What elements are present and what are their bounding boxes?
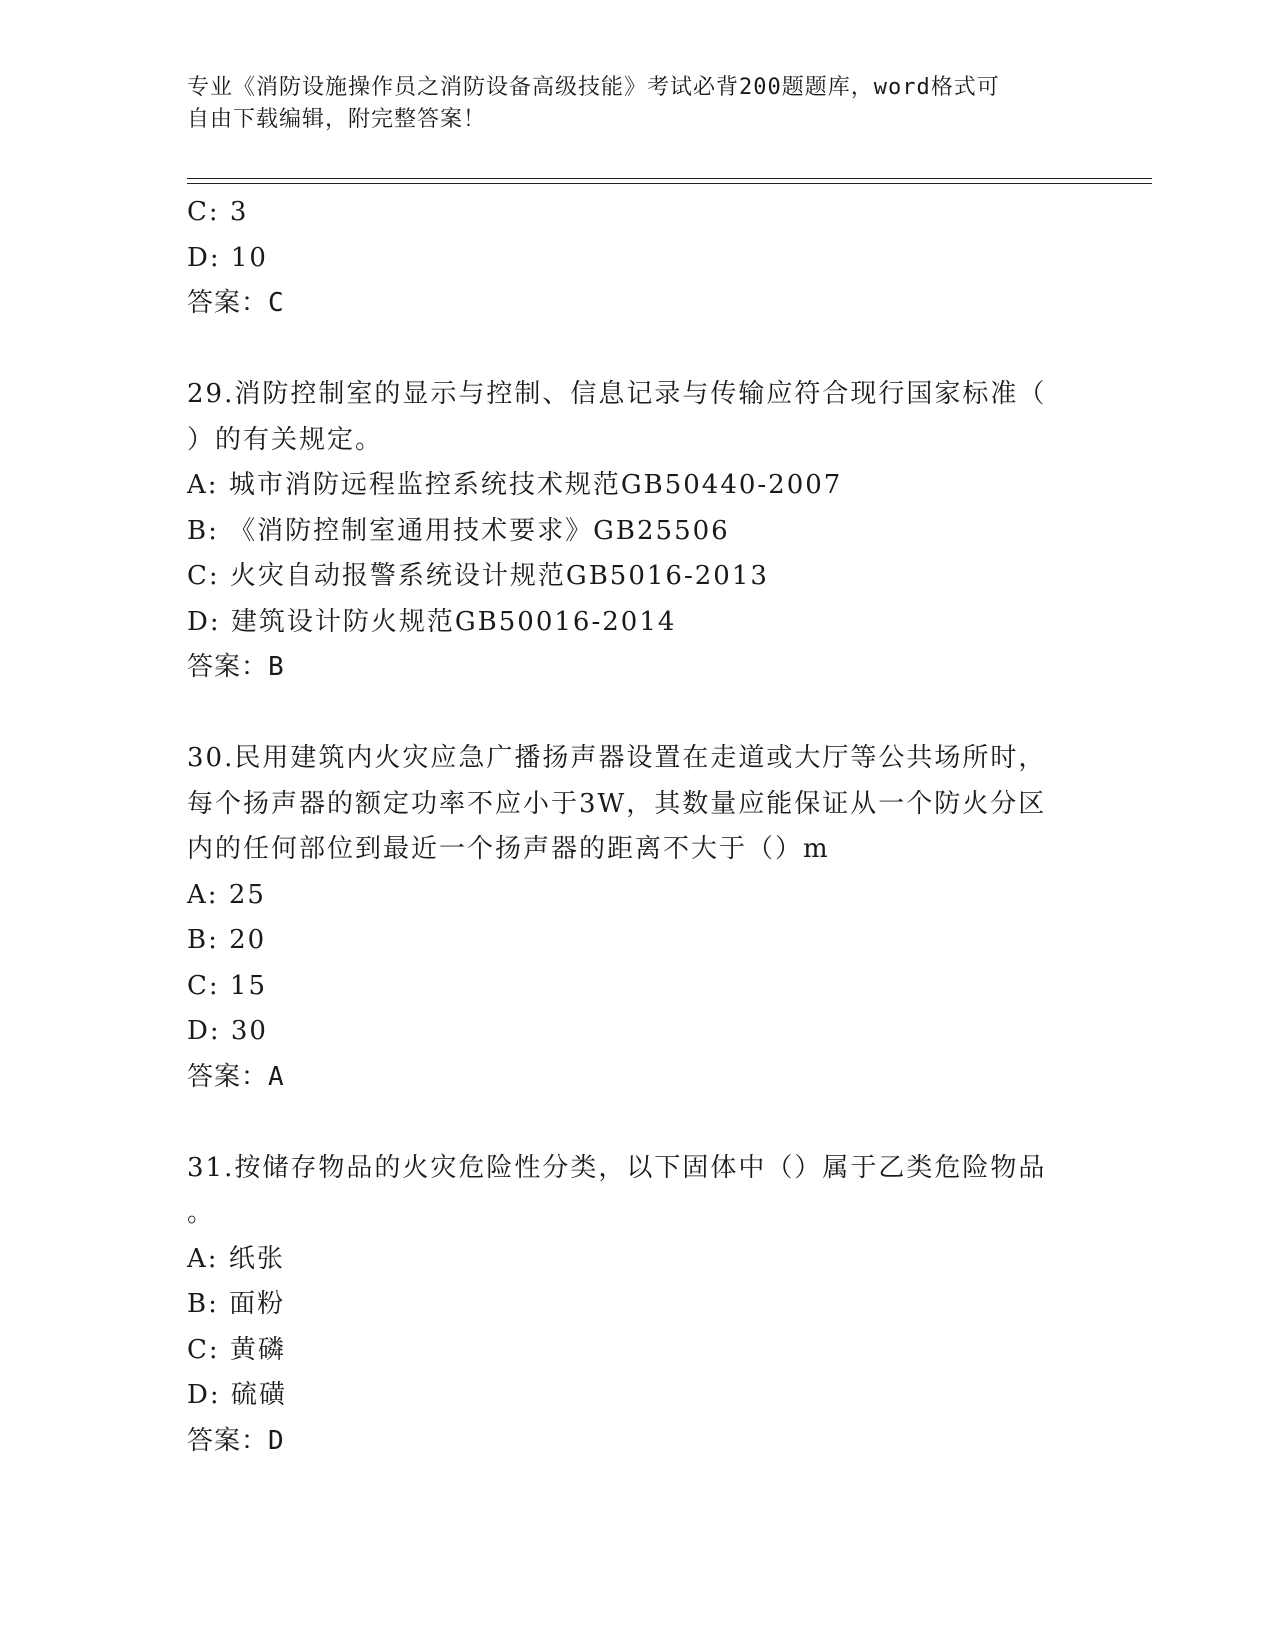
option-c bbox=[187, 1328, 1087, 1374]
question-text-line: 29.消防控制室的显示与控制、信息记录与传输应符合现行国家标准（ bbox=[187, 379, 1047, 409]
option-c bbox=[187, 190, 1087, 236]
option-label: B: bbox=[187, 1289, 219, 1319]
option-a bbox=[187, 463, 1087, 509]
option-text: 15 bbox=[229, 970, 268, 1001]
option-text: 3 bbox=[229, 197, 249, 227]
question-list bbox=[187, 190, 1087, 1464]
option-text: 《消防控制室通用技术要求》GB25506 bbox=[229, 515, 730, 546]
question-text-line: 30.民用建筑内火灾应急广播扬声器设置在走道或大厅等公共场所时， bbox=[187, 743, 1047, 773]
answer-value: D bbox=[268, 1425, 285, 1456]
option-text: 城市消防远程监控系统技术规范GB50440-2007 bbox=[228, 470, 843, 500]
option-b bbox=[187, 509, 1087, 555]
option-label: C: bbox=[187, 1334, 220, 1365]
option-a bbox=[187, 873, 1087, 919]
option-text: 10 bbox=[230, 242, 268, 273]
option-text: 30 bbox=[230, 1016, 268, 1046]
option-c bbox=[187, 964, 1087, 1010]
document-header bbox=[187, 72, 1067, 136]
option-label: C: bbox=[187, 197, 220, 227]
option-d bbox=[187, 1009, 1087, 1055]
answer-line bbox=[187, 645, 1087, 691]
option-label: D: bbox=[187, 606, 221, 637]
option-label: A: bbox=[187, 470, 219, 500]
answer-value: A bbox=[268, 1061, 285, 1092]
question-30 bbox=[187, 736, 1087, 1100]
option-d bbox=[187, 600, 1087, 646]
option-text: 20 bbox=[229, 925, 267, 955]
prev-question-tail bbox=[187, 190, 1087, 327]
option-text: 火灾自动报警系统设计规范GB5016-2013 bbox=[229, 561, 769, 591]
question-text-line: 。 bbox=[187, 1198, 216, 1228]
option-label: D: bbox=[187, 1016, 221, 1046]
question-text bbox=[187, 1146, 1087, 1237]
answer-label: 答案： bbox=[187, 652, 269, 682]
option-b bbox=[187, 918, 1087, 964]
answer-label: 答案： bbox=[187, 1061, 269, 1092]
option-text: 25 bbox=[228, 879, 266, 910]
header-divider-bottom bbox=[187, 183, 1152, 184]
option-text: 建筑设计防火规范GB50016-2014 bbox=[230, 606, 677, 637]
header-divider-top bbox=[187, 178, 1152, 179]
option-text: 硫磺 bbox=[230, 1380, 287, 1410]
question-29 bbox=[187, 372, 1087, 691]
option-label: B: bbox=[187, 515, 219, 546]
option-d bbox=[187, 236, 1087, 282]
option-text: 面粉 bbox=[229, 1289, 286, 1319]
answer-value: B bbox=[268, 652, 285, 682]
option-label: D: bbox=[187, 1380, 221, 1410]
option-text: 黄磷 bbox=[229, 1334, 286, 1365]
answer-line bbox=[187, 1419, 1087, 1465]
question-text bbox=[187, 372, 1087, 463]
option-label: C: bbox=[187, 970, 220, 1001]
answer-label: 答案： bbox=[187, 1425, 269, 1456]
header-title-line-1: 专业《消防设施操作员之消防设备高级技能》考试必背200题题库，word格式可 bbox=[187, 75, 1000, 100]
option-text: 纸张 bbox=[228, 1243, 285, 1274]
answer-value: C bbox=[268, 288, 285, 318]
option-d bbox=[187, 1373, 1087, 1419]
option-c bbox=[187, 554, 1087, 600]
option-label: C: bbox=[187, 561, 220, 591]
question-text-line: 每个扬声器的额定功率不应小于3W，其数量应能保证从一个防火分区 bbox=[187, 788, 1047, 819]
option-b bbox=[187, 1282, 1087, 1328]
question-text-line: 内的任何部位到最近一个扬声器的距离不大于（）m bbox=[187, 834, 830, 864]
question-31 bbox=[187, 1146, 1087, 1465]
option-label: A: bbox=[187, 1243, 219, 1274]
question-text-line: 31.按储存物品的火灾危险性分类，以下固体中（）属于乙类危险物品 bbox=[187, 1152, 1047, 1183]
answer-line bbox=[187, 1055, 1087, 1101]
answer-label: 答案： bbox=[187, 288, 269, 318]
option-label: B: bbox=[187, 925, 219, 955]
option-label: D: bbox=[187, 242, 221, 273]
option-a bbox=[187, 1237, 1087, 1283]
question-text bbox=[187, 736, 1087, 873]
answer-line bbox=[187, 281, 1087, 327]
option-label: A: bbox=[187, 879, 219, 910]
header-title-line-2: 自由下载编辑，附完整答案！ bbox=[187, 107, 487, 132]
question-text-line: ）的有关规定。 bbox=[187, 424, 384, 455]
